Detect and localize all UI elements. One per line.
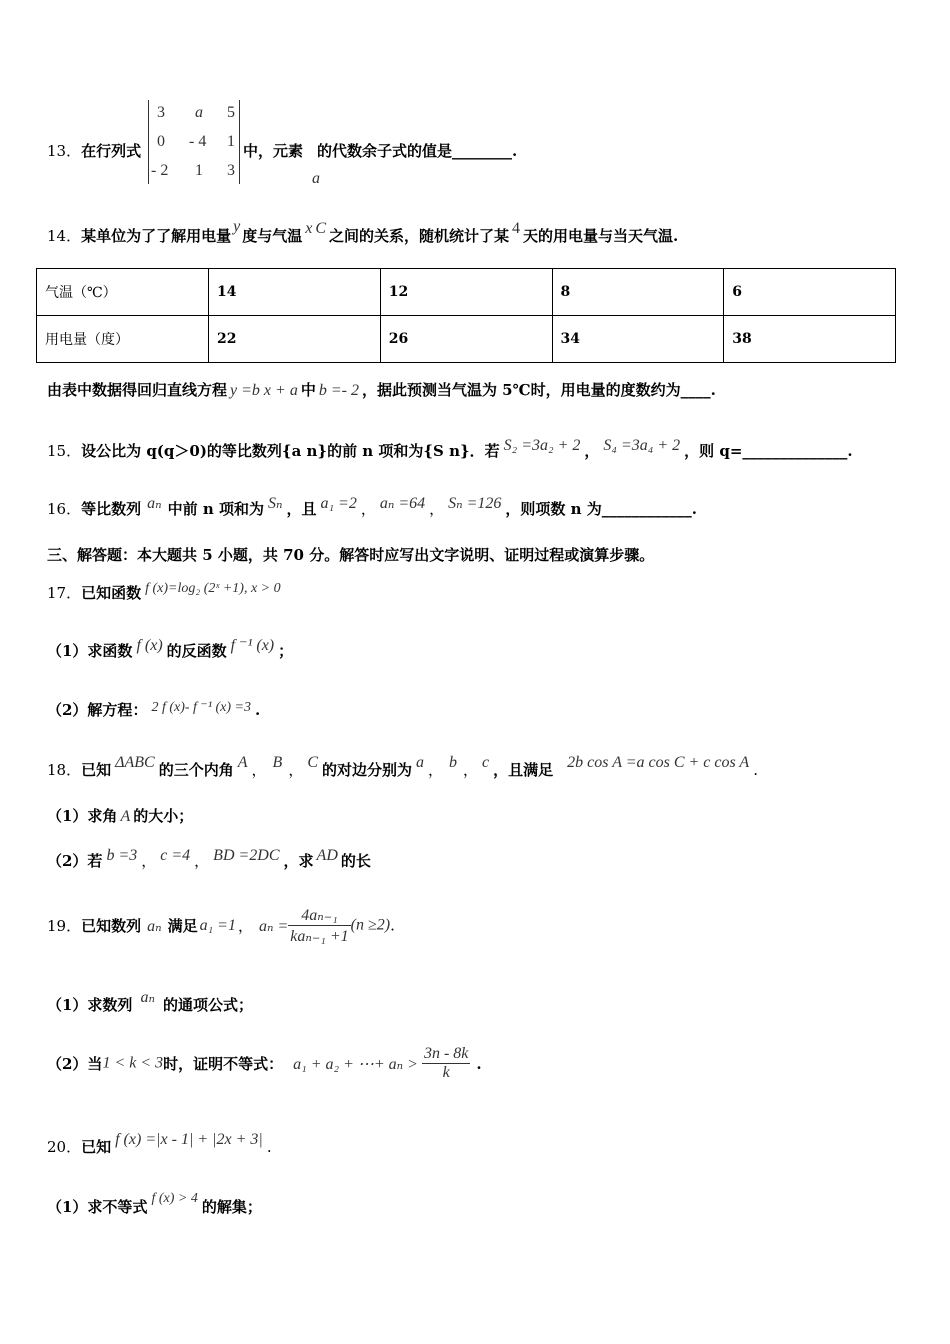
- q14-var-x: x: [305, 220, 313, 237]
- q14-text1: 某单位为了了解用电量: [81, 227, 232, 245]
- q19-text1: 已知数列: [81, 917, 142, 935]
- det-cell: 5: [227, 104, 235, 121]
- q14-text2: 度与气温: [242, 227, 303, 245]
- q17-part2: [47, 699, 260, 720]
- det-cell: 1: [227, 133, 235, 150]
- q15-eq1: S₂ =3a₂ + 2: [503, 437, 581, 454]
- q19-p2-range: 1 < k < 3: [102, 1054, 164, 1072]
- table-cell: 38: [724, 316, 896, 363]
- q16-text2: 中前 n 项和为: [167, 500, 264, 518]
- q15-text1: 设公比为 q(q＞0)的等比数列{a n}的前 n 项和为{S n}．若: [81, 442, 500, 460]
- det-cell: - 4: [189, 133, 207, 150]
- q18-c: c: [482, 754, 490, 771]
- q19-p2-den: k: [442, 1064, 450, 1081]
- table-cell: 8: [552, 269, 724, 316]
- q16-c1: a₁ =2: [320, 495, 357, 512]
- q14-unit-c: C: [315, 220, 327, 237]
- q19-line: 19．已知数列 aₙ 满足 a₁ =1 ， aₙ = $\frac{\text{4aₙ₋₁}}{\text{kaₙ₋₁ +1}}$ (n ≥2).: [47, 907, 395, 945]
- q19-a1: a₁ =1: [199, 916, 236, 934]
- q20-part1: [47, 1191, 262, 1217]
- q19-part1: [47, 989, 253, 1015]
- q17-p2-eq: 2 f (x)- f ⁻¹ (x) =3: [151, 700, 252, 715]
- q18-part1: [47, 805, 193, 826]
- q14-follow-line: [47, 379, 716, 400]
- q19-seq: aₙ: [147, 917, 162, 935]
- q18-p2-b: b =3: [106, 847, 138, 864]
- q17-p1-finv: f ⁻¹ (x): [230, 637, 275, 654]
- section-3-heading: 三、解答题：本大题共 5 小题，共 70 分。解答时应写出文字说明、证明过程或演算步骤。: [47, 546, 655, 564]
- q18-p2-bd: BD =2DC: [213, 847, 280, 864]
- q18-p1-label: （1）求角: [47, 807, 118, 825]
- q18-a: a: [416, 754, 425, 771]
- table-cell: 12: [380, 269, 552, 316]
- q17-p1-end: ；: [278, 642, 294, 660]
- q17-p2-label: （2）解方程：: [47, 701, 148, 719]
- q16-line: 16．等比数列 aₙ 中前 n 项和为 Sₙ ，且 a₁ =2 ， aₙ =64 ， Sₙ =126 ，则项数 n 为____________.: [47, 495, 697, 518]
- table-header-cell: 气温（℃）: [37, 269, 209, 316]
- q18-p2-ad: AD: [316, 847, 338, 864]
- q17-p1-text: 的反函数: [166, 642, 227, 660]
- q19-number: 19．: [47, 917, 82, 935]
- det-cell: 0: [157, 133, 165, 150]
- q18-part2: （2）若 b =3 ， c =4 ， BD =2DC ，求 AD 的长: [47, 847, 371, 870]
- table-cell: 34: [552, 316, 724, 363]
- q19-p1-seq: aₙ: [140, 989, 155, 1006]
- q19-cond: (n ≥2): [350, 916, 391, 934]
- table-row: [37, 269, 896, 316]
- q19-p2-label: （2）当: [47, 1055, 103, 1073]
- q20-text1: 已知: [81, 1138, 112, 1156]
- table-cell: 14: [209, 269, 381, 316]
- q18-text1: 已知: [81, 761, 112, 779]
- q19-frac-den: kaₙ₋₁ +1: [290, 928, 349, 945]
- q14-follow-text1: 由表中数据得回归直线方程: [47, 381, 228, 399]
- q19-p2-end: .: [476, 1054, 482, 1073]
- q15-number: 15．: [47, 442, 82, 460]
- q14-b-value: b =- 2: [318, 382, 359, 399]
- q18-p2-text: ，求: [283, 852, 314, 870]
- q13-number: 13．: [47, 142, 82, 160]
- q18-number: 18．: [47, 761, 82, 779]
- q13-text2: 中，元素: [243, 142, 304, 160]
- table-cell: 22: [209, 316, 381, 363]
- q14-text3: 之间的关系，随机统计了某: [329, 227, 510, 245]
- q14-var-y: y: [233, 218, 241, 235]
- q14-table: [36, 268, 896, 363]
- q15-text2: ，则 q=______________.: [684, 442, 853, 460]
- q14-text4: 天的用电量与当天气温.: [523, 227, 679, 245]
- q16-seq: aₙ: [147, 495, 162, 512]
- q13-element: a: [312, 170, 320, 187]
- q19-p2-text: 时，证明不等式：: [163, 1055, 284, 1073]
- q18-cond: 2b cos A =a cos C + c cos A: [567, 754, 750, 771]
- q18-p1-var: A: [120, 808, 131, 825]
- q17-number: 17．: [47, 584, 82, 602]
- q18-p2-label: （2）若: [47, 852, 103, 870]
- q14-regression-eq: y =b x + a: [230, 382, 298, 399]
- table-header-cell: 用电量（度）: [37, 316, 209, 363]
- q19-p1-label: （1）求数列: [47, 996, 133, 1014]
- q20-func: f (x) =|x - 1| + |2x + 3|: [115, 1131, 263, 1148]
- table-cell: 6: [724, 269, 896, 316]
- table-row: [37, 316, 896, 363]
- q19-text2: 满足: [167, 917, 198, 935]
- q18-line: 18．已知 ΔABC 的三个内角 A ， B ， C 的对边分别为 a ， b ， c ，且满足 2b cos A =a cos C + c cos A .: [47, 754, 758, 779]
- q18-b: b: [449, 754, 458, 771]
- det-cell: 1: [195, 162, 203, 179]
- q19-p2-fraction: [422, 1045, 470, 1082]
- q16-sn: Sₙ: [267, 495, 283, 512]
- q16-text3: ，且: [286, 500, 317, 518]
- q19-fraction: [288, 905, 350, 946]
- q15-line: [47, 437, 853, 461]
- det-cell: - 2: [151, 162, 169, 179]
- q20-p1-text: 的解集；: [201, 1198, 262, 1216]
- q18-tri: ΔABC: [115, 754, 155, 771]
- q17-p1-f: f (x): [136, 637, 163, 654]
- q16-text1: 等比数列: [81, 500, 142, 518]
- det-cell: a: [195, 104, 203, 121]
- q17-p1-label: （1）求函数: [47, 642, 133, 660]
- q18-p2-end: 的长: [340, 852, 371, 870]
- q17-text1: 已知函数: [81, 584, 142, 602]
- q18-text3: 的对边分别为: [322, 761, 413, 779]
- q17-func: f (x)=log₂ (2ˣ +1), x > 0: [145, 581, 281, 596]
- q18-B: B: [272, 754, 283, 771]
- q14-number: 14．: [47, 227, 82, 245]
- q20-number: 20．: [47, 1138, 82, 1156]
- q13-text1: 在行列式: [81, 142, 142, 160]
- q13-text3: 的代数余子式的值是________.: [317, 142, 518, 160]
- q18-text4: ，且满足: [493, 761, 554, 779]
- q20-p1-label: （1）求不等式: [47, 1198, 148, 1216]
- q19-part2: [47, 1045, 482, 1082]
- q14-days: 4: [512, 220, 521, 237]
- det-cell: 3: [227, 162, 235, 179]
- det-cell: 3: [157, 104, 165, 121]
- q13-determinant: [148, 100, 240, 184]
- q17-p2-end: .: [255, 701, 261, 719]
- q16-c3: Sₙ =126: [448, 495, 502, 512]
- q14-follow-text2: 中: [300, 381, 316, 399]
- q19-p1-text: 的通项公式；: [162, 996, 253, 1014]
- q18-text2: 的三个内角: [158, 761, 234, 779]
- q20-line: 20．已知 f (x) =|x - 1| + |2x + 3| .: [47, 1131, 272, 1156]
- q16-number: 16．: [47, 500, 82, 518]
- q19-frac-num: 4aₙ₋₁: [288, 905, 350, 926]
- q20-p1-ineq: f (x) > 4: [151, 1191, 198, 1206]
- q18-p2-c: c =4: [160, 847, 191, 864]
- q18-p1-text: 的大小；: [133, 807, 194, 825]
- q19-p2-num: 3n - 8k: [423, 1045, 469, 1062]
- q13-line-2: [243, 140, 517, 161]
- q14-line: [47, 218, 679, 246]
- q17-part1: [47, 637, 294, 661]
- table-cell: 26: [380, 316, 552, 363]
- q14-follow-text3: ，据此预测当气温为 5℃时，用电量的度数约为____.: [361, 381, 716, 399]
- q19-an-lhs: aₙ =: [258, 917, 289, 935]
- q19-p2-lhs: a₁ + a₂ + ⋯+ aₙ >: [293, 1055, 418, 1073]
- q16-text4: ，则项数 n 为____________.: [505, 500, 697, 518]
- q18-A: A: [237, 754, 248, 771]
- q13-line: [47, 140, 141, 161]
- q17-line: [47, 582, 281, 603]
- q16-c2: aₙ =64: [379, 495, 426, 512]
- q15-eq2: S₄ =3a₄ + 2: [603, 437, 681, 454]
- q18-C: C: [307, 754, 318, 771]
- q15-sep: ，: [584, 442, 600, 460]
